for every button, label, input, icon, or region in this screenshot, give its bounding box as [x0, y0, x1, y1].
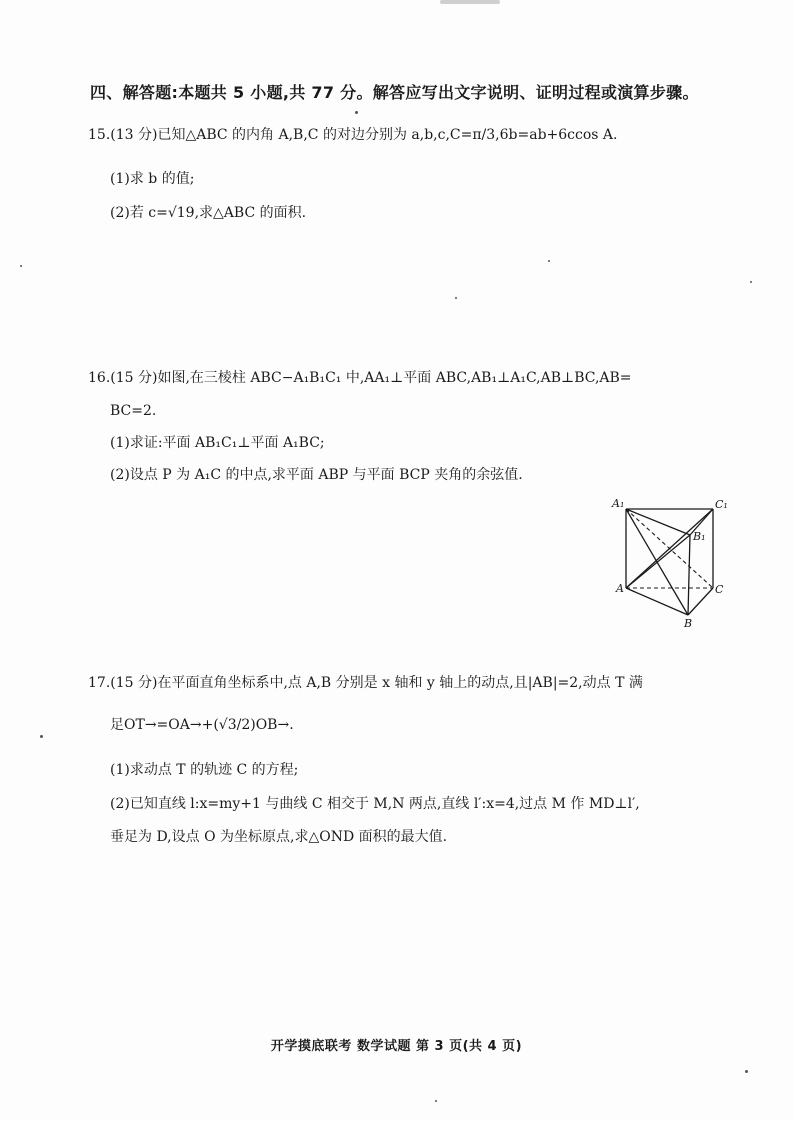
label-b1: B₁	[693, 530, 706, 543]
question-17-part-2: (2)已知直线 l:x=my+1 与曲线 C 相交于 M,N 两点,直线 l′:x=4,过点 M 作 MD⊥l′,	[110, 796, 640, 812]
question-16-part-2: (2)设点 P 为 A₁C 的中点,求平面 ABP 与平面 BCP 夹角的余弦值.	[110, 467, 523, 483]
edge-bb1	[688, 535, 690, 615]
scan-speck	[548, 260, 550, 262]
edge-ab	[626, 588, 688, 615]
edge-bc	[688, 588, 713, 615]
question-16-part-1: (1)求证:平面 AB₁C₁⊥平面 A₁BC;	[110, 435, 325, 451]
edge-a1b	[626, 509, 688, 615]
prism-figure	[610, 495, 735, 630]
page-footer: 开学摸底联考 数学试题 第 3 页(共 4 页)	[270, 1039, 523, 1054]
scan-smudge	[440, 0, 500, 4]
question-15-stem: 15.(13 分)已知△ABC 的内角 A,B,C 的对边分别为 a,b,c,C=π/3,6b=ab+6ccos A.	[88, 127, 618, 143]
label-c1: C₁	[715, 498, 728, 511]
label-a1: A₁	[612, 497, 625, 510]
label-b: B	[684, 617, 693, 630]
section-header: 四、解答题:本题共 5 小题,共 77 分。解答应写出文字说明、证明过程或演算步骤。	[90, 83, 699, 102]
label-a: A	[616, 582, 624, 595]
scan-speck	[40, 735, 43, 738]
question-17-part-2-cont: 垂足为 D,设点 O 为坐标原点,求△OND 面积的最大值.	[110, 829, 448, 845]
scan-speck	[750, 281, 752, 283]
question-15-part-1: (1)求 b 的值;	[110, 171, 195, 187]
scan-speck	[435, 1100, 437, 1102]
label-c: C	[715, 583, 724, 596]
question-17-vector-eq: 足OT→=OA→+(√3/2)OB→.	[110, 717, 294, 733]
question-16-stem: 16.(15 分)如图,在三棱柱 ABC−A₁B₁C₁ 中,AA₁⊥平面 ABC,AB₁⊥A₁C,AB⊥BC,AB=	[88, 370, 632, 386]
question-16-stem-cont: BC=2.	[110, 403, 157, 419]
scan-speck	[20, 265, 22, 267]
scan-speck	[355, 111, 358, 114]
question-17-part-1: (1)求动点 T 的轨迹 C 的方程;	[110, 762, 299, 778]
scan-speck	[745, 1070, 748, 1073]
scan-speck	[455, 297, 457, 299]
edge-a1b1	[626, 509, 690, 535]
question-17-stem: 17.(15 分)在平面直角坐标系中,点 A,B 分别是 x 轴和 y 轴上的动点,且|AB|=2,动点 T 满	[88, 675, 643, 691]
question-15-part-2: (2)若 c=√19,求△ABC 的面积.	[110, 205, 307, 221]
